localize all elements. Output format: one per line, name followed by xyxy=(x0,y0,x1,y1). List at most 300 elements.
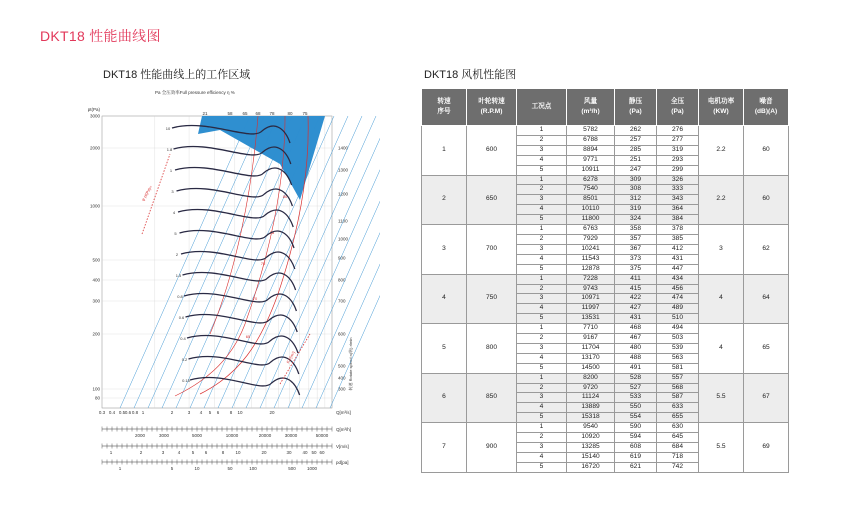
right-axis-tick: 500 xyxy=(338,363,346,369)
fan-curve xyxy=(175,168,292,185)
left-axis-tick: 3000 xyxy=(89,113,100,119)
cell-total: 510 xyxy=(657,314,699,324)
cell-noise: 69 xyxy=(744,423,789,473)
efficiency-tick-label: 75 xyxy=(302,111,308,116)
blade-angle-label: 1.5 xyxy=(175,273,182,278)
cell-airflow: 8200 xyxy=(567,373,615,383)
cell-power: 3 xyxy=(699,225,744,275)
cell-total: 277 xyxy=(657,135,699,145)
cell-static: 467 xyxy=(615,334,657,344)
cell-static: 324 xyxy=(615,215,657,225)
cell-static: 550 xyxy=(615,403,657,413)
q-tick-label: 5 xyxy=(208,410,212,415)
header-text: (KW) xyxy=(713,108,729,115)
blade-angle-label: 1.8 xyxy=(166,147,173,152)
cell-airflow: 7228 xyxy=(567,274,615,284)
left-axis-tick: 1000 xyxy=(89,203,100,209)
chart-header-label: Pa 全压效率Full pressure efficiency η % xyxy=(155,90,235,95)
cell-airflow: 6763 xyxy=(567,225,615,235)
q-tick-label: 1 xyxy=(141,410,145,415)
efficiency-red-label: 70 xyxy=(252,296,258,301)
cell-rpm: 800 xyxy=(467,324,517,374)
cell-total: 378 xyxy=(657,225,699,235)
cell-airflow: 7540 xyxy=(567,185,615,195)
cell-total: 434 xyxy=(657,274,699,284)
cell-speed-no: 3 xyxy=(422,225,467,275)
cell-point: 5 xyxy=(517,264,567,274)
cell-speed-no: 5 xyxy=(422,324,467,374)
cell-total: 718 xyxy=(657,452,699,462)
airflow-h-label: 5000 xyxy=(191,433,203,438)
cell-rpm: 850 xyxy=(467,373,517,423)
cell-total: 447 xyxy=(657,264,699,274)
q-tick-label: 20 xyxy=(269,410,275,415)
right-axis-tick: 1300 xyxy=(338,167,349,173)
cell-noise: 64 xyxy=(744,274,789,324)
cell-power: 4 xyxy=(699,324,744,374)
efficiency-tick-label: 65 xyxy=(242,111,248,116)
cell-point: 3 xyxy=(517,195,567,205)
cell-point: 3 xyxy=(517,244,567,254)
cell-airflow: 11997 xyxy=(567,304,615,314)
blade-angle-label: 4 xyxy=(172,210,176,215)
cell-noise: 62 xyxy=(744,225,789,275)
cell-point: 4 xyxy=(517,304,567,314)
cell-rpm: 900 xyxy=(467,423,517,473)
cell-airflow: 10110 xyxy=(567,205,615,215)
cell-static: 528 xyxy=(615,373,657,383)
cell-airflow: 16720 xyxy=(567,462,615,472)
cell-airflow: 15140 xyxy=(567,452,615,462)
velocity-label: 5 xyxy=(191,450,195,455)
cell-rpm: 650 xyxy=(467,175,517,225)
q-tick-label: 0.3 xyxy=(98,410,106,415)
table-body xyxy=(422,126,789,473)
cell-static: 468 xyxy=(615,324,657,334)
velocity-label: 2 xyxy=(139,450,143,455)
speed-line xyxy=(204,116,334,408)
cell-airflow: 11800 xyxy=(567,215,615,225)
blade-angle-label: 0.8 xyxy=(177,294,183,299)
q-tick-label: 3 xyxy=(187,410,191,415)
cell-total: 557 xyxy=(657,373,699,383)
fan-curve xyxy=(189,357,299,374)
cell-noise: 67 xyxy=(744,373,789,423)
cell-total: 630 xyxy=(657,423,699,433)
header-text: 风量 xyxy=(583,98,598,105)
cell-speed-no: 7 xyxy=(422,423,467,473)
cell-airflow: 10971 xyxy=(567,294,615,304)
right-axis-tick: 700 xyxy=(338,298,346,304)
header-text: 叶轮转速 xyxy=(478,98,505,105)
airflow-h-label: 50000 xyxy=(315,433,329,438)
cell-total: 503 xyxy=(657,334,699,344)
cell-total: 581 xyxy=(657,363,699,373)
q-tick-label: 4 xyxy=(199,410,203,415)
cell-point: 5 xyxy=(517,314,567,324)
header-text: (dB)(A) xyxy=(754,108,778,115)
cell-static: 411 xyxy=(615,274,657,284)
velocity-label: 60 xyxy=(319,450,325,455)
dynamic-pressure-label: 50 xyxy=(227,466,233,471)
cell-point: 3 xyxy=(517,145,567,155)
header-speed-no xyxy=(422,89,467,126)
velocity-unit: V[m/s] xyxy=(336,444,349,449)
speed-line xyxy=(134,116,264,408)
cell-rpm: 700 xyxy=(467,225,517,275)
cell-point: 4 xyxy=(517,254,567,264)
cell-airflow: 13170 xyxy=(567,353,615,363)
efficiency-tick-label: 21 xyxy=(202,111,208,116)
cell-point: 1 xyxy=(517,373,567,383)
cell-static: 554 xyxy=(615,413,657,423)
cell-total: 474 xyxy=(657,294,699,304)
cell-static: 488 xyxy=(615,353,657,363)
header-airflow xyxy=(567,89,615,126)
blade-angle-label: 5 xyxy=(174,231,177,236)
cell-point: 3 xyxy=(517,343,567,353)
cell-airflow: 14500 xyxy=(567,363,615,373)
cell-static: 533 xyxy=(615,393,657,403)
header-text: (R.P.M) xyxy=(480,108,503,115)
velocity-label: 50 xyxy=(311,450,317,455)
velocity-label: 40 xyxy=(302,450,308,455)
efficiency-red-label: 80 xyxy=(282,194,288,199)
blade-angle-label: 3 xyxy=(171,189,174,194)
header-text: (Pa) xyxy=(629,108,642,115)
left-axis-tick: 80 xyxy=(94,395,100,401)
cell-total: 633 xyxy=(657,403,699,413)
cell-static: 367 xyxy=(615,244,657,254)
cell-total: 293 xyxy=(657,155,699,165)
cell-airflow: 11704 xyxy=(567,343,615,353)
cell-point: 2 xyxy=(517,284,567,294)
cell-static: 262 xyxy=(615,126,657,136)
q-unit-label: Q[m³/s] xyxy=(336,410,351,415)
cell-airflow: 9743 xyxy=(567,284,615,294)
table-title: DKT18 风机性能图 xyxy=(424,69,517,81)
cell-noise: 60 xyxy=(744,126,789,176)
cell-static: 594 xyxy=(615,433,657,443)
cell-static: 257 xyxy=(615,135,657,145)
cell-point: 2 xyxy=(517,135,567,145)
table-row xyxy=(422,324,789,334)
velocity-label: 30 xyxy=(286,450,292,455)
cell-total: 384 xyxy=(657,215,699,225)
blade-angle-label: 10 xyxy=(165,126,171,131)
fan-curve xyxy=(187,336,298,353)
left-axis-tick: 500 xyxy=(92,257,100,263)
cell-static: 251 xyxy=(615,155,657,165)
airflow-h-label: 20000 xyxy=(258,433,272,438)
cell-point: 1 xyxy=(517,324,567,334)
cell-airflow: 15318 xyxy=(567,413,615,423)
speed-line xyxy=(120,116,250,408)
cell-total: 343 xyxy=(657,195,699,205)
q-tick-label: 0.8 xyxy=(131,410,139,415)
cell-point: 3 xyxy=(517,443,567,453)
airflow-h-unit: Q[m³/h] xyxy=(336,427,352,432)
cell-static: 590 xyxy=(615,423,657,433)
cell-power: 2.2 xyxy=(699,126,744,176)
cell-airflow: 6788 xyxy=(567,135,615,145)
cell-point: 4 xyxy=(517,155,567,165)
right-axis-tick: 600 xyxy=(338,331,346,337)
q-tick-label: 0.5 xyxy=(118,410,126,415)
left-axis-tick: 400 xyxy=(92,277,100,283)
dynamic-pressure-label: 10 xyxy=(194,466,200,471)
cell-total: 333 xyxy=(657,185,699,195)
cell-power: 5.5 xyxy=(699,373,744,423)
header-text: (m³/h) xyxy=(581,108,600,115)
diag-label: φ pt(Pa)= xyxy=(140,184,154,202)
blade-angle-label: 0.15 xyxy=(182,378,190,383)
right-axis-tick: 800 xyxy=(338,277,346,283)
cell-airflow: 13285 xyxy=(567,443,615,453)
header-total-pressure xyxy=(657,89,699,126)
left-axis-tick: 2000 xyxy=(89,145,100,151)
cell-static: 527 xyxy=(615,383,657,393)
q-tick-label: 8 xyxy=(229,410,233,415)
efficiency-red-label: 75 xyxy=(260,261,266,266)
cell-power: 2.2 xyxy=(699,175,744,225)
cell-static: 357 xyxy=(615,234,657,244)
cell-total: 299 xyxy=(657,165,699,175)
cell-point: 4 xyxy=(517,205,567,215)
left-axis-tick: 200 xyxy=(92,331,100,337)
efficiency-tick-label: 78 xyxy=(269,111,275,116)
cell-airflow: 9540 xyxy=(567,423,615,433)
cell-total: 587 xyxy=(657,393,699,403)
cell-point: 5 xyxy=(517,363,567,373)
cell-static: 619 xyxy=(615,452,657,462)
blade-angle-label: 2 xyxy=(175,252,179,257)
velocity-label: 3 xyxy=(161,450,165,455)
right-axis-tick: 900 xyxy=(338,255,346,261)
table-row xyxy=(422,225,789,235)
cell-total: 539 xyxy=(657,343,699,353)
velocity-label: 4 xyxy=(177,450,181,455)
cell-total: 364 xyxy=(657,205,699,215)
diag-label: KJ/(m³) xyxy=(285,350,297,365)
cell-speed-no: 1 xyxy=(422,126,467,176)
cell-airflow: 13531 xyxy=(567,314,615,324)
cell-point: 1 xyxy=(517,225,567,235)
cell-power: 4 xyxy=(699,274,744,324)
airflow-h-label: 2000 xyxy=(134,433,146,438)
chart-title: DKT18 性能曲线上的工作区域 xyxy=(103,69,251,81)
cell-static: 358 xyxy=(615,225,657,235)
q-tick-label: 10 xyxy=(237,410,243,415)
cell-total: 319 xyxy=(657,145,699,155)
fan-curve xyxy=(180,231,295,248)
left-axis-tick: 100 xyxy=(92,386,100,392)
header-text: 转速 xyxy=(437,98,451,105)
dynamic-pressure-label: 100 xyxy=(249,466,257,471)
cell-static: 608 xyxy=(615,443,657,453)
cell-total: 563 xyxy=(657,353,699,363)
efficiency-tick-label: 68 xyxy=(255,111,261,116)
cell-point: 1 xyxy=(517,126,567,136)
cell-point: 2 xyxy=(517,185,567,195)
table-row xyxy=(422,373,789,383)
header-text: 工况点 xyxy=(531,103,552,110)
blade-angle-label: 0.4 xyxy=(180,336,186,341)
fan-curve xyxy=(184,294,296,311)
cell-point: 3 xyxy=(517,294,567,304)
cell-point: 3 xyxy=(517,393,567,403)
blade-angle-label: 0.6 xyxy=(178,315,185,320)
cell-noise: 60 xyxy=(744,175,789,225)
cell-airflow: 12878 xyxy=(567,264,615,274)
cell-point: 2 xyxy=(517,334,567,344)
cell-point: 2 xyxy=(517,433,567,443)
cell-airflow: 5782 xyxy=(567,126,615,136)
header-static-pressure xyxy=(615,89,657,126)
header-text: 电机功率 xyxy=(707,98,735,105)
speed-line xyxy=(176,116,306,408)
table-row xyxy=(422,423,789,433)
cell-total: 489 xyxy=(657,304,699,314)
dynamic-pressure-label: 1 xyxy=(118,466,122,471)
cell-static: 319 xyxy=(615,205,657,215)
cell-static: 431 xyxy=(615,314,657,324)
airflow-h-label: 3000 xyxy=(158,433,170,438)
cell-speed-no: 2 xyxy=(422,175,467,225)
cell-airflow: 11543 xyxy=(567,254,615,264)
q-tick-label: 0.6 xyxy=(124,410,132,415)
cell-total: 431 xyxy=(657,254,699,264)
cell-static: 375 xyxy=(615,264,657,274)
cell-noise: 65 xyxy=(744,324,789,374)
cell-airflow: 10241 xyxy=(567,244,615,254)
efficiency-tick-label: 58 xyxy=(227,111,233,116)
velocity-label: 10 xyxy=(235,450,241,455)
cell-rpm: 750 xyxy=(467,274,517,324)
cell-static: 285 xyxy=(615,145,657,155)
fan-curve xyxy=(181,252,295,269)
cell-static: 415 xyxy=(615,284,657,294)
dynamic-pressure-unit: pd[pa] xyxy=(336,460,349,465)
annotation-arrow xyxy=(280,334,310,384)
cell-point: 5 xyxy=(517,462,567,472)
blade-angle-label: 1 xyxy=(169,168,173,173)
cell-point: 1 xyxy=(517,175,567,185)
cell-static: 621 xyxy=(615,462,657,472)
dynamic-pressure-label: 1000 xyxy=(306,466,318,471)
header-rpm xyxy=(467,89,517,126)
cell-point: 1 xyxy=(517,423,567,433)
cell-rpm: 600 xyxy=(467,126,517,176)
header-noise xyxy=(744,89,789,126)
velocity-label: 8 xyxy=(221,450,225,455)
cell-airflow: 10920 xyxy=(567,433,615,443)
efficiency-tick-label: 80 xyxy=(287,111,293,116)
airflow-h-label: 30000 xyxy=(284,433,298,438)
cell-static: 312 xyxy=(615,195,657,205)
table-row xyxy=(422,274,789,284)
cell-airflow: 7710 xyxy=(567,324,615,334)
cell-static: 427 xyxy=(615,304,657,314)
right-axis-tick: 300 xyxy=(338,386,346,392)
blade-angle-label: 0.2 xyxy=(181,357,188,362)
cell-point: 4 xyxy=(517,452,567,462)
cell-point: 2 xyxy=(517,234,567,244)
pt-axis-label: pt(Pa) xyxy=(87,107,100,112)
cell-airflow: 8894 xyxy=(567,145,615,155)
efficiency-red-label: 65 xyxy=(245,334,251,339)
cell-airflow: 9771 xyxy=(567,155,615,165)
performance-curve-chart xyxy=(80,84,380,479)
right-axis-tick: 1400 xyxy=(338,145,349,151)
cell-static: 491 xyxy=(615,363,657,373)
header-text: 序号 xyxy=(437,108,451,115)
cell-airflow: 11124 xyxy=(567,393,615,403)
cell-total: 326 xyxy=(657,175,699,185)
cell-point: 4 xyxy=(517,403,567,413)
right-axis-tick: 1100 xyxy=(338,218,348,224)
cell-static: 422 xyxy=(615,294,657,304)
cell-static: 480 xyxy=(615,343,657,353)
cell-static: 308 xyxy=(615,185,657,195)
performance-table xyxy=(421,88,789,473)
header-motor-power xyxy=(699,89,744,126)
cell-airflow: 9167 xyxy=(567,334,615,344)
cell-airflow: 7929 xyxy=(567,234,615,244)
q-tick-label: 2 xyxy=(170,410,174,415)
cell-point: 5 xyxy=(517,165,567,175)
right-axis-tick: 1000 xyxy=(338,236,349,242)
header-text: 全压 xyxy=(670,98,685,105)
velocity-label: 20 xyxy=(261,450,267,455)
q-tick-label: 0.4 xyxy=(108,410,116,415)
airflow-h-label: 10000 xyxy=(225,433,239,438)
cell-point: 5 xyxy=(517,215,567,225)
right-axis-label: 转速 Rotate speed n(转) r/min xyxy=(348,337,353,391)
cell-speed-no: 6 xyxy=(422,373,467,423)
cell-total: 655 xyxy=(657,413,699,423)
cell-airflow: 13889 xyxy=(567,403,615,413)
velocity-label: 1 xyxy=(109,450,113,455)
cell-point: 2 xyxy=(517,383,567,393)
fan-curve xyxy=(177,189,293,206)
dynamic-pressure-label: 5 xyxy=(170,466,174,471)
dynamic-pressure-label: 500 xyxy=(288,466,296,471)
cell-airflow: 6278 xyxy=(567,175,615,185)
cell-static: 373 xyxy=(615,254,657,264)
cell-static: 247 xyxy=(615,165,657,175)
right-axis-tick: 400 xyxy=(338,375,346,381)
efficiency-red-label: 78 xyxy=(269,230,275,235)
cell-power: 5.5 xyxy=(699,423,744,473)
left-axis-tick: 300 xyxy=(92,298,100,304)
cell-total: 645 xyxy=(657,433,699,443)
velocity-label: 6 xyxy=(204,450,208,455)
cell-total: 276 xyxy=(657,126,699,136)
cell-total: 494 xyxy=(657,324,699,334)
speed-line xyxy=(162,116,292,408)
cell-static: 309 xyxy=(615,175,657,185)
cell-point: 1 xyxy=(517,274,567,284)
cell-point: 4 xyxy=(517,353,567,363)
cell-point: 5 xyxy=(517,413,567,423)
page-title: DKT18 性能曲线图 xyxy=(40,28,161,44)
cell-total: 385 xyxy=(657,234,699,244)
right-axis-tick: 1200 xyxy=(338,191,349,197)
cell-total: 412 xyxy=(657,244,699,254)
q-tick-label: 6 xyxy=(216,410,220,415)
header-point xyxy=(517,89,567,126)
